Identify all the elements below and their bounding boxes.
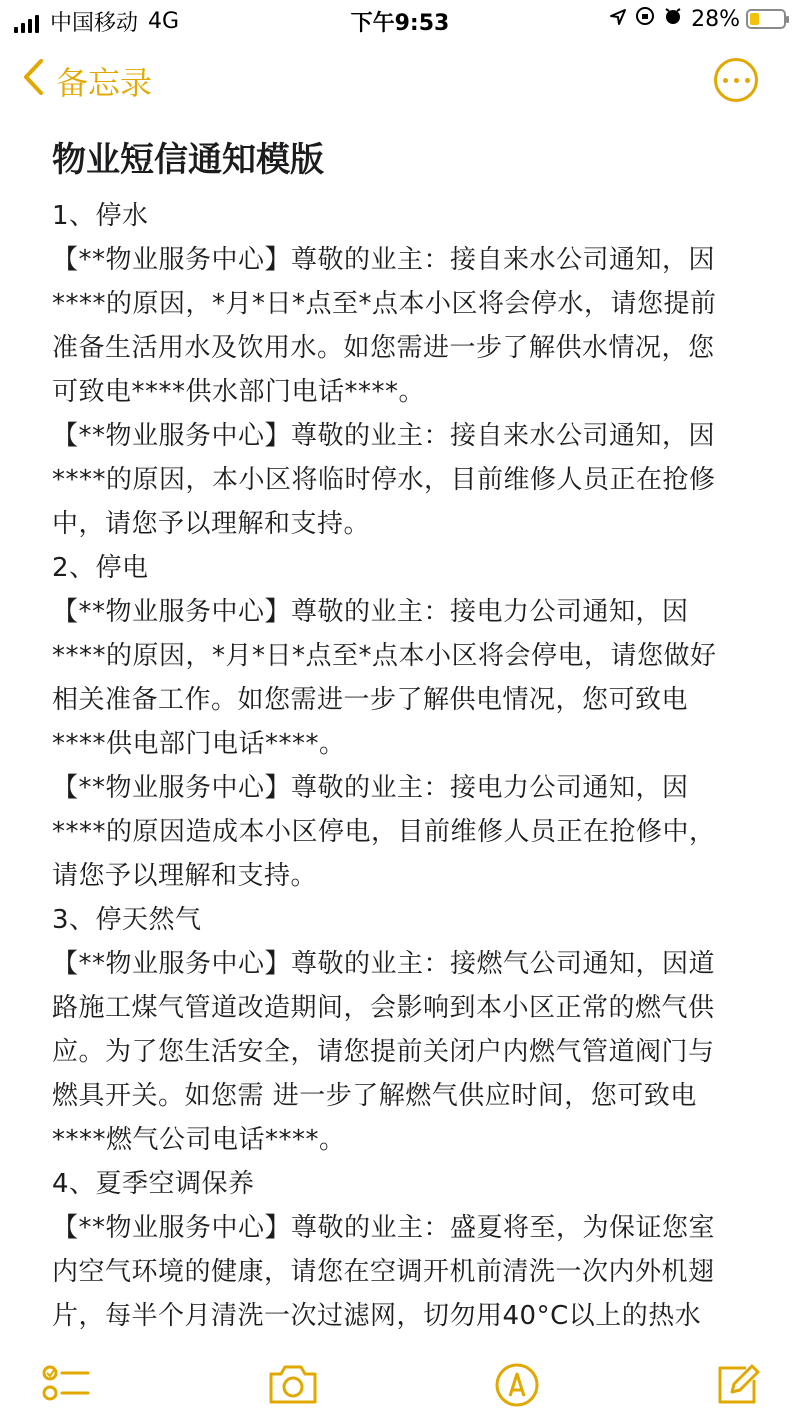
carrier-label: 中国移动 bbox=[50, 11, 139, 36]
alarm-icon bbox=[663, 6, 683, 32]
more-button[interactable] bbox=[714, 58, 758, 102]
note-line: 2、停电 bbox=[52, 553, 149, 583]
note-body[interactable] bbox=[52, 132, 752, 1338]
note-line: ****供电部门电话****。 bbox=[52, 729, 346, 759]
more-icon-dot bbox=[745, 78, 750, 83]
checklist-icon[interactable] bbox=[42, 1362, 92, 1410]
orientation-lock-icon bbox=[635, 6, 655, 32]
note-line: 【**物业服务中心】尊敬的业主：接电力公司通知，因 bbox=[52, 597, 689, 627]
location-arrow-icon bbox=[609, 7, 627, 32]
note-line: 应。为了您生活安全，请您提前关闭户内燃气管道阀门与 bbox=[52, 1037, 715, 1067]
note-line: 可致电****供水部门电话****。 bbox=[52, 377, 426, 407]
note-line: ****的原因造成本小区停电，目前维修人员正在抢修中， bbox=[52, 817, 716, 847]
back-label: 备忘录 bbox=[56, 64, 153, 102]
note-line: 【**物业服务中心】尊敬的业主：接燃气公司通知，因道 bbox=[52, 949, 716, 979]
status-time: 下午9:53 bbox=[350, 11, 450, 36]
note-line: 燃具开关。如您需 进一步了解燃气供应时间，您可致电 bbox=[52, 1081, 697, 1111]
note-line: 【**物业服务中心】尊敬的业主：接电力公司通知，因 bbox=[52, 773, 689, 803]
note-line: 【**物业服务中心】尊敬的业主：接自来水公司通知，因 bbox=[52, 245, 716, 275]
markup-pen-icon[interactable] bbox=[494, 1362, 540, 1412]
note-line: 1、停水 bbox=[52, 201, 149, 231]
camera-icon[interactable] bbox=[266, 1362, 320, 1410]
chevron-left-icon bbox=[22, 58, 56, 104]
note-title: 物业短信通知模版 bbox=[52, 140, 324, 180]
status-right bbox=[601, 6, 786, 32]
note-line: 内空气环境的健康，请您在空调开机前清洗一次内外机翅 bbox=[52, 1257, 715, 1287]
note-line: 片，每半个月清洗一次过滤网，切勿用40°C以上的热水 bbox=[52, 1301, 702, 1331]
compose-icon[interactable] bbox=[714, 1362, 760, 1412]
note-line: 4、夏季空调保养 bbox=[52, 1169, 255, 1199]
note-line: 请您予以理解和支持。 bbox=[52, 861, 318, 891]
note-line: 相关准备工作。如您需进一步了解供电情况，您可致电 bbox=[52, 685, 689, 715]
note-line: 路施工煤气管道改造期间，会影响到本小区正常的燃气供 bbox=[52, 993, 715, 1023]
note-line: ****的原因，本小区将临时停水，目前维修人员正在抢修 bbox=[52, 465, 716, 495]
note-line: ****燃气公司电话****。 bbox=[52, 1125, 346, 1155]
note-line: 3、停天然气 bbox=[52, 905, 202, 935]
note-line: 【**物业服务中心】尊敬的业主：接自来水公司通知，因 bbox=[52, 421, 716, 451]
back-button[interactable] bbox=[22, 58, 152, 104]
battery-icon bbox=[746, 9, 786, 29]
battery-percent: 28% bbox=[691, 6, 740, 32]
note-line: 中，请您予以理解和支持。 bbox=[52, 509, 371, 539]
note-line: 准备生活用水及饮用水。如您需进一步了解供水情况，您 bbox=[52, 333, 715, 363]
nav-bar bbox=[0, 50, 800, 116]
network-label: 4G bbox=[148, 9, 180, 34]
status-bar bbox=[0, 0, 800, 42]
note-line: ****的原因，*月*日*点至*点本小区将会停电，请您做好 bbox=[52, 641, 717, 671]
note-line: ****的原因，*月*日*点至*点本小区将会停水，请您提前 bbox=[52, 289, 717, 319]
note-line: 【**物业服务中心】尊敬的业主：盛夏将至，为保证您室 bbox=[52, 1213, 716, 1243]
more-icon bbox=[723, 78, 728, 83]
note-lines bbox=[52, 194, 752, 1338]
battery-fill bbox=[750, 13, 759, 25]
more-icon-dot bbox=[734, 78, 739, 83]
bottom-toolbar bbox=[0, 1342, 800, 1422]
